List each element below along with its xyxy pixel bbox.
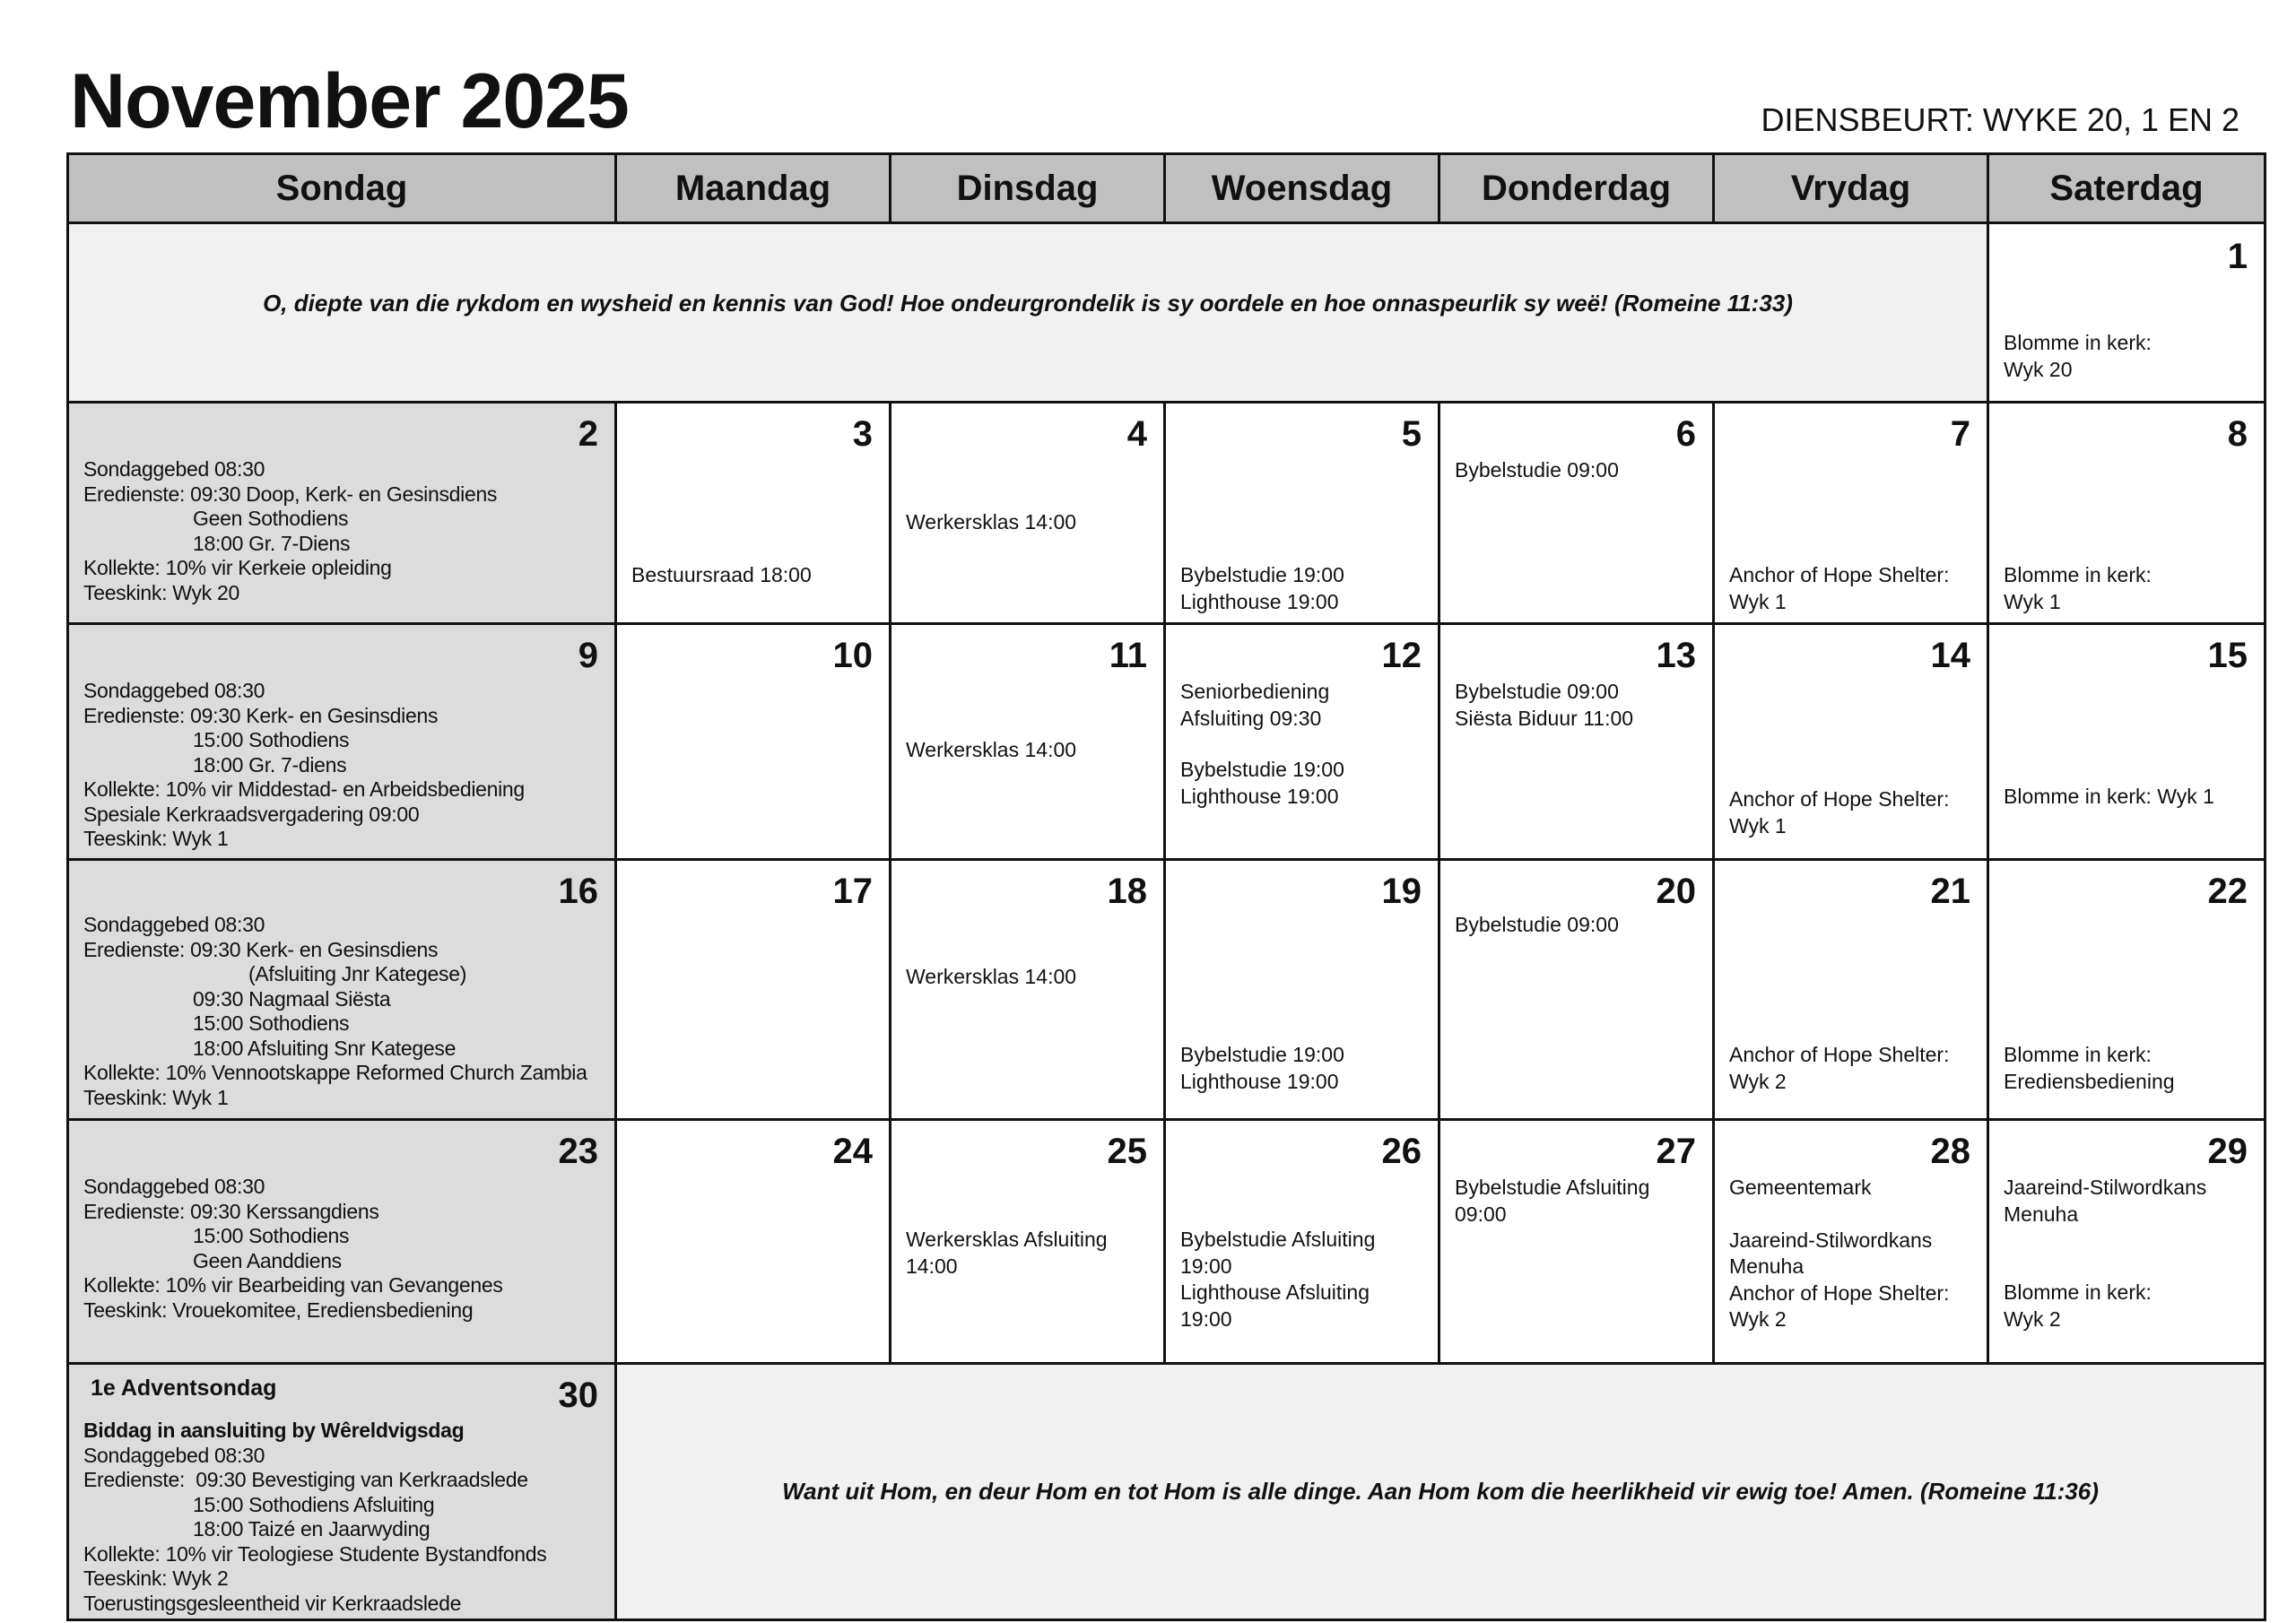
weekday-sondag: Sondag: [68, 154, 616, 223]
event-line: Bybelstudie 09:00: [1455, 458, 1619, 482]
event-line: Blomme in kerk: Wyk 1: [2004, 785, 2214, 808]
event-line: Eredienste: 09:30 Bevestiging van Kerkraadslede: [83, 1468, 528, 1491]
event-line: 18:00 Gr. 7-Diens: [193, 531, 351, 555]
day-cell-28[interactable]: [1714, 1120, 1988, 1364]
duty-roster-subtitle: DIENSBEURT: WYKE 20, 1 EN 2: [1761, 101, 2239, 138]
verse-text-bottom: Want uit Hom, en deur Hom en tot Hom is alle dinge. Aan Hom kom die heerlikheid vir ewig toe! Amen. (Romeine 11:36): [782, 1478, 2099, 1505]
event-line: 14:00: [906, 1254, 958, 1278]
weekday-saterdag: Saterdag: [1988, 154, 2266, 223]
event-line: Teeskink: Wyk 1: [83, 827, 229, 850]
event-line: (Afsluiting Jnr Kategese): [248, 962, 467, 985]
week-row: [68, 860, 2266, 1120]
page-title: November 2025: [70, 58, 629, 144]
day-cell-23[interactable]: [68, 1120, 616, 1364]
event-line: Kollekte: 10% vir Middestad- en Arbeidsbediening: [83, 777, 525, 801]
event-line: 15:00 Sothodiens: [193, 1011, 350, 1035]
event-line: Werkersklas Afsluiting: [906, 1228, 1108, 1251]
event-line: Lighthouse 19:00: [1180, 1069, 1339, 1093]
event-line: Bybelstudie 19:00: [1180, 563, 1344, 586]
day-number: 1: [2227, 237, 2248, 276]
day-number: 30: [558, 1376, 598, 1415]
week-row: [68, 223, 2266, 403]
week-row: [68, 624, 2266, 860]
event-line: Eredienste: 09:30 Kerssangdiens: [83, 1199, 379, 1223]
event-line: 15:00 Sothodiens Afsluiting: [193, 1492, 435, 1516]
event-line: Jaareind-Stilwordkans: [2004, 1176, 2207, 1199]
day-cell-30[interactable]: [68, 1364, 616, 1620]
day-number: 27: [1656, 1132, 1696, 1171]
event-line: Wyk 20: [2004, 357, 2073, 381]
day-number: 5: [1401, 414, 1422, 454]
event-line: Afsluiting 09:30: [1180, 706, 1322, 730]
day-cell-3[interactable]: [616, 403, 891, 624]
day-cell-20[interactable]: [1439, 860, 1714, 1120]
event-line: 19:00: [1180, 1254, 1232, 1278]
event-line: Werkersklas 14:00: [906, 738, 1077, 761]
event-line: Jaareind-Stilwordkans: [1729, 1228, 1933, 1252]
event-line: 18:00 Gr. 7-diens: [193, 752, 347, 777]
event-line: Eredienste: 09:30 Kerk- en Gesinsdiens: [83, 703, 439, 727]
event-line: Kollekte: 10% vir Teologiese Studente Bystandfonds: [83, 1541, 547, 1566]
day-cell-8[interactable]: [1988, 403, 2266, 624]
event-line: Geen Aanddiens: [193, 1248, 342, 1272]
event-line: Wyk 1: [2004, 589, 2061, 613]
day-number: 25: [1107, 1132, 1147, 1171]
day-number: 10: [832, 636, 873, 675]
weekday-woensdag: Woensdag: [1165, 154, 1439, 223]
event-line: Gemeentemark: [1729, 1176, 1872, 1199]
event-line: Erediensbediening: [2004, 1069, 2175, 1093]
day-number: 22: [2207, 872, 2248, 911]
event-line: 19:00: [1180, 1306, 1232, 1331]
day-cell-11[interactable]: [891, 624, 1165, 860]
event-line: 09:30 Nagmaal Siësta: [193, 986, 391, 1011]
day-cell-1[interactable]: [1988, 223, 2266, 403]
day-cell-24[interactable]: [616, 1120, 891, 1364]
day-cell-16[interactable]: [68, 860, 616, 1120]
event-line: Siësta Biduur 11:00: [1455, 706, 1634, 730]
event-line: Wyk 2: [1729, 1069, 1787, 1093]
event-line: Teeskink: Wyk 1: [83, 1085, 229, 1109]
event-line: Sondaggebed 08:30: [83, 1175, 265, 1198]
week-row: [68, 1120, 2266, 1364]
verse-text-top: O, diepte van die rykdom en wysheid en kennis van God! Hoe ondeurgrondelik is sy oordele en hoe onnaspeurlik sy weë! (Romeine 11:33): [263, 290, 1793, 317]
day-cell-19[interactable]: [1165, 860, 1439, 1120]
weekday-maandag: Maandag: [616, 154, 891, 223]
event-line: Anchor of Hope Shelter:: [1729, 787, 1950, 811]
day-cell-12[interactable]: [1165, 624, 1439, 860]
event-line: Wyk 1: [1729, 813, 1787, 838]
event-line: Spesiale Kerkraadsvergadering 09:00: [83, 802, 420, 826]
day-cell-13[interactable]: [1439, 624, 1714, 860]
day-cell-15[interactable]: [1988, 624, 2266, 860]
day-number: 15: [2207, 636, 2248, 675]
day-cell-25[interactable]: [891, 1120, 1165, 1364]
day-number: 7: [1950, 414, 1970, 454]
day-number: 28: [1930, 1132, 1970, 1171]
day-number: 21: [1930, 872, 1970, 911]
event-line: Menuha: [2004, 1202, 2079, 1226]
event-line: Lighthouse 19:00: [1180, 784, 1339, 808]
day-cell-21[interactable]: [1714, 860, 1988, 1120]
event-line: Sondaggebed 08:30: [83, 457, 265, 481]
event-line: Bybelstudie 19:00: [1180, 758, 1344, 781]
event-line: Teeskink: Vrouekomitee, Erediensbediening: [83, 1298, 474, 1322]
event-line: Anchor of Hope Shelter:: [1729, 1043, 1950, 1066]
event-line: Kollekte: 10% Vennootskappe Reformed Church Zambia: [83, 1061, 587, 1084]
day-number: 11: [1109, 636, 1147, 675]
day-number: 19: [1381, 872, 1422, 911]
event-line: Sondaggebed 08:30: [83, 679, 265, 702]
event-line: Blomme in kerk:: [2004, 331, 2152, 354]
day-cell-29[interactable]: [1988, 1120, 2266, 1364]
event-line: Menuha: [1729, 1254, 1805, 1278]
day-number: 13: [1656, 636, 1696, 675]
advent-sunday-label: 1e Adventsondag: [91, 1376, 277, 1401]
day-cell-14[interactable]: [1714, 624, 1988, 860]
day-number: 18: [1107, 872, 1147, 911]
event-line: Lighthouse Afsluiting: [1180, 1280, 1370, 1304]
day-cell-18[interactable]: [891, 860, 1165, 1120]
event-line: Werkersklas 14:00: [906, 965, 1077, 988]
weekday-header-row: [68, 154, 2266, 223]
day-cell-2[interactable]: [68, 403, 616, 624]
event-line: 15:00 Sothodiens: [193, 1224, 350, 1247]
day-cell-7[interactable]: [1714, 403, 1988, 624]
event-line: Bybelstudie 09:00: [1455, 913, 1619, 936]
day-cell-17[interactable]: [616, 860, 891, 1120]
day-number: 3: [852, 414, 873, 454]
day-number: 29: [2207, 1132, 2248, 1171]
day-cell-9[interactable]: [68, 624, 616, 860]
event-line: Blomme in kerk:: [2004, 1280, 2152, 1304]
event-line: Anchor of Hope Shelter:: [1729, 563, 1950, 586]
event-line: Kollekte: 10% vir Bearbeiding van Gevangenes: [83, 1273, 503, 1297]
event-line: Bybelstudie 19:00: [1180, 1043, 1344, 1066]
event-line: Wyk 2: [2004, 1306, 2061, 1331]
day-cell-10[interactable]: [616, 624, 891, 860]
event-line: Wyk 2: [1729, 1307, 1787, 1331]
verse-cell-top: [68, 223, 1988, 403]
event-line: Kollekte: 10% vir Kerkeie opleiding: [83, 556, 392, 579]
event-line: Blomme in kerk:: [2004, 1043, 2152, 1066]
event-line: Bestuursraad 18:00: [631, 563, 812, 586]
event-line: Bybelstudie Afsluiting: [1455, 1176, 1650, 1199]
event-line: Teeskink: Wyk 20: [83, 580, 239, 604]
day-number: 20: [1656, 872, 1696, 911]
event-line: Eredienste: 09:30 Kerk- en Gesinsdiens: [83, 937, 439, 961]
day-number: 6: [1675, 414, 1696, 454]
weekday-vrydag: Vrydag: [1714, 154, 1988, 223]
event-line: Eredienste: 09:30 Doop, Kerk- en Gesinsdiens: [83, 482, 498, 506]
day-number: 14: [1930, 636, 1970, 675]
event-line: Wyk 1: [1729, 589, 1787, 613]
day-cell-22[interactable]: [1988, 860, 2266, 1120]
day-cell-6[interactable]: [1439, 403, 1714, 624]
weekday-donderdag: Donderdag: [1439, 154, 1714, 223]
verse-cell-bottom: [616, 1364, 2266, 1620]
day-number: 17: [832, 872, 873, 911]
event-line: Geen Sothodiens: [193, 507, 349, 530]
day-cell-5[interactable]: [1165, 403, 1439, 624]
event-line-prayer-day: Biddag in aansluiting by Wêreldvigsdag: [83, 1419, 465, 1442]
event-line: 15:00 Sothodiens: [193, 728, 350, 751]
event-line: Bybelstudie 09:00: [1455, 680, 1619, 703]
event-line: Seniorbediening: [1180, 680, 1330, 703]
day-cell-4[interactable]: [891, 403, 1165, 624]
weekday-dinsdag: Dinsdag: [891, 154, 1165, 223]
day-number: 2: [578, 414, 598, 454]
day-cell-26[interactable]: [1165, 1120, 1439, 1364]
event-line: Teeskink: Wyk 2: [83, 1567, 229, 1590]
event-line: Bybelstudie Afsluiting: [1180, 1228, 1376, 1251]
event-line: 18:00 Afsluiting Snr Kategese: [193, 1036, 457, 1060]
event-line: Anchor of Hope Shelter:: [1729, 1280, 1950, 1305]
event-line: Werkersklas 14:00: [906, 510, 1077, 534]
day-cell-27[interactable]: [1439, 1120, 1714, 1364]
day-number: 9: [578, 636, 598, 675]
day-number: 16: [558, 872, 598, 911]
week-row: [68, 403, 2266, 624]
event-line: Blomme in kerk:: [2004, 563, 2152, 586]
day-number: 8: [2227, 414, 2248, 454]
event-line: Sondaggebed 08:30: [83, 1443, 265, 1467]
event-line: Sondaggebed 08:30: [83, 913, 265, 936]
week-row: [68, 1364, 2266, 1620]
calendar-grid: [66, 152, 2266, 1621]
day-number: 26: [1381, 1132, 1422, 1171]
day-number: 24: [832, 1132, 873, 1171]
event-line: Lighthouse 19:00: [1180, 589, 1339, 613]
day-number: 23: [558, 1132, 598, 1171]
event-line: 09:00: [1455, 1202, 1507, 1226]
event-line: Toerustingsgesleentheid vir Kerkraadslede: [83, 1591, 462, 1615]
day-number: 4: [1126, 414, 1147, 454]
day-number: 12: [1381, 636, 1422, 675]
event-line: 18:00 Taizé en Jaarwyding: [193, 1517, 430, 1541]
